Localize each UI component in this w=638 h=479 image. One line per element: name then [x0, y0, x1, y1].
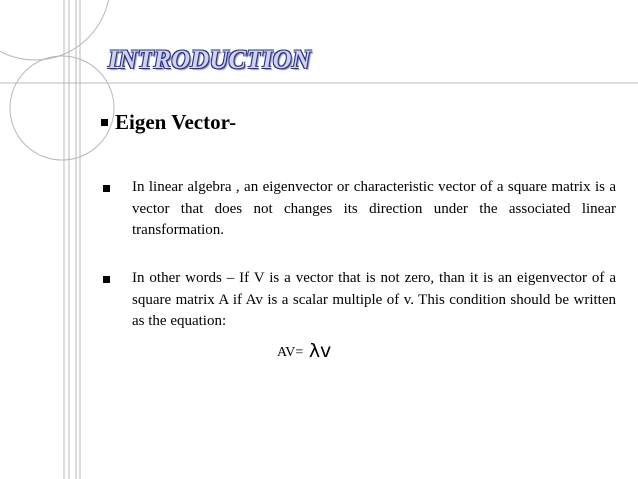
deco-circle-middle [10, 56, 114, 160]
square-bullet-icon [103, 276, 110, 283]
equation-lhs: AV= [277, 345, 304, 360]
section-heading [101, 110, 236, 135]
equation [277, 340, 331, 362]
square-bullet-icon [101, 119, 108, 126]
paragraph-text: In other words – If V is a vector that is not zero, than it is an eigenvector of a square matrix A if Av is a scalar multiple of v. This condition should be written as the equation: [132, 270, 616, 329]
equation-rhs: λv [308, 340, 332, 362]
square-bullet-icon [103, 185, 110, 192]
paragraph-text: In linear algebra , an eigenvector or characteristic vector of a square matrix is a vector that does not changes its direction under the associated linear transformation. [132, 179, 616, 238]
slide-title: INTRODUCTION [108, 45, 311, 74]
paragraph-condition [132, 268, 616, 333]
heading-text: Eigen Vector- [115, 110, 237, 134]
paragraph-definition [132, 177, 616, 242]
deco-circle-top [0, 0, 110, 60]
